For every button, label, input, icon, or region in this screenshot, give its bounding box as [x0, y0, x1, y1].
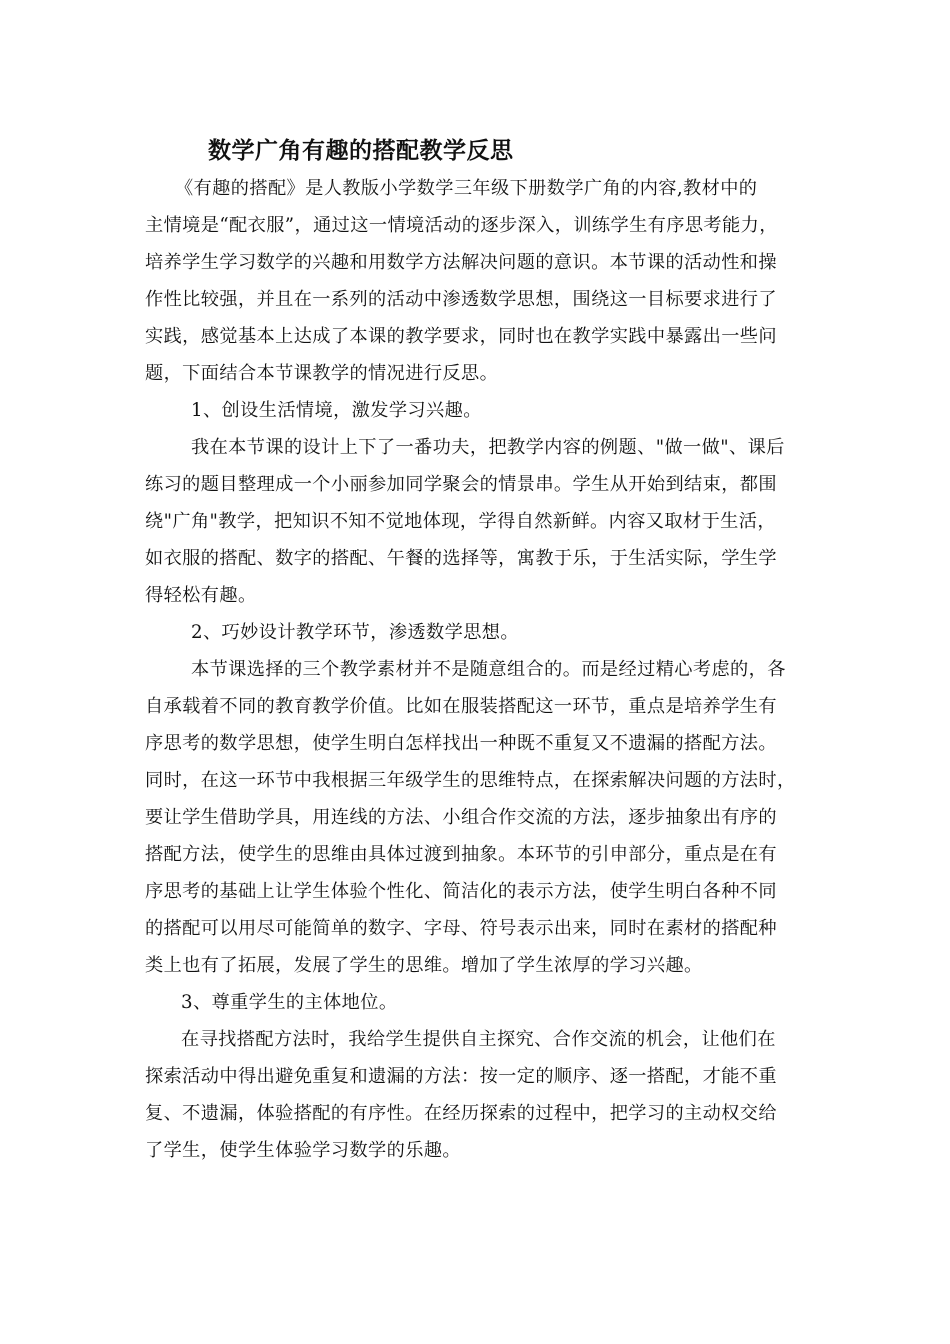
paragraph-line: 3、尊重学生的主体地位。: [181, 992, 398, 1013]
paragraph-line: 如衣服的搭配、数字的搭配、午餐的选择等，寓教于乐，于生活实际，学生学: [145, 548, 777, 569]
paragraph-line: 复、不遗漏，体验搭配的有序性。在经历探索的过程中，把学习的主动权交给: [145, 1103, 777, 1124]
paragraph-line: 类上也有了拓展，发展了学生的思维。增加了学生浓厚的学习兴趣。: [145, 955, 703, 976]
paragraph-line: 序思考的基础上让学生体验个性化、简洁化的表示方法，使学生明白各种不同: [145, 881, 777, 902]
paragraph-line: 的搭配可以用尽可能简单的数字、字母、符号表示出来，同时在素材的搭配种: [145, 918, 777, 939]
paragraph-line: 实践，感觉基本上达成了本课的教学要求，同时也在教学实践中暴露出一些问: [145, 326, 777, 347]
paragraph-line: 序思考的数学思想，使学生明白怎样找出一种既不重复又不遗漏的搭配方法。: [145, 733, 777, 754]
paragraph-line: 在寻找搭配方法时，我给学生提供自主探究、合作交流的机会，让他们在: [181, 1029, 776, 1050]
paragraph-line: 2、巧妙设计教学环节，渗透数学思想。: [191, 622, 519, 643]
paragraph-line: 要让学生借助学具，用连线的方法、小组合作交流的方法，逐步抽象出有序的: [145, 807, 777, 828]
paragraph-line: 得轻松有趣。: [145, 585, 257, 606]
document-body: [145, 170, 809, 1169]
paragraph-line: 1、创设生活情境，激发学习兴趣。: [191, 400, 482, 421]
paragraph-line: 探索活动中得出避免重复和遗漏的方法：按一定的顺序、逐一搭配，才能不重: [145, 1066, 777, 1087]
document-title: 数学广角有趣的搭配教学反思: [208, 137, 514, 164]
paragraph-line: 主情境是“配衣服”，通过这一情境活动的逐步深入，训练学生有序思考能力，: [145, 215, 778, 236]
paragraph-line: 绕"广角"教学，把知识不知不觉地体现，学得自然新鲜。内容又取材于生活，: [145, 511, 776, 532]
paragraph-line: 了学生，使学生体验学习数学的乐趣。: [145, 1140, 461, 1161]
paragraph-line: 作性比较强，并且在一系列的活动中渗透数学思想，围绕这一目标要求进行了: [145, 289, 777, 310]
paragraph-line: 题，下面结合本节课教学的情况进行反思。: [145, 363, 499, 384]
paragraph-line: 培养学生学习数学的兴趣和用数学方法解决问题的意识。本节课的活动性和操: [145, 252, 777, 273]
paragraph-line: 本节课选择的三个教学素材并不是随意组合的。而是经过精心考虑的，各: [191, 659, 786, 680]
paragraph-line: 我在本节课的设计上下了一番功夫，把教学内容的例题、"做一做"、课后: [191, 437, 785, 458]
paragraph-line: 练习的题目整理成一个小丽参加同学聚会的情景串。学生从开始到结束，都围: [145, 474, 777, 495]
paragraph-line: 同时，在这一环节中我根据三年级学生的思维特点，在探索解决问题的方法时，: [145, 770, 796, 791]
paragraph-line: 自承载着不同的教育教学价值。比如在服装搭配这一环节，重点是培养学生有: [145, 696, 777, 717]
paragraph-line: 《有趣的搭配》是人教版小学数学三年级下册数学广角的内容,教材中的: [175, 178, 758, 199]
paragraph-line: 搭配方法，使学生的思维由具体过渡到抽象。本环节的引申部分，重点是在有: [145, 844, 777, 865]
